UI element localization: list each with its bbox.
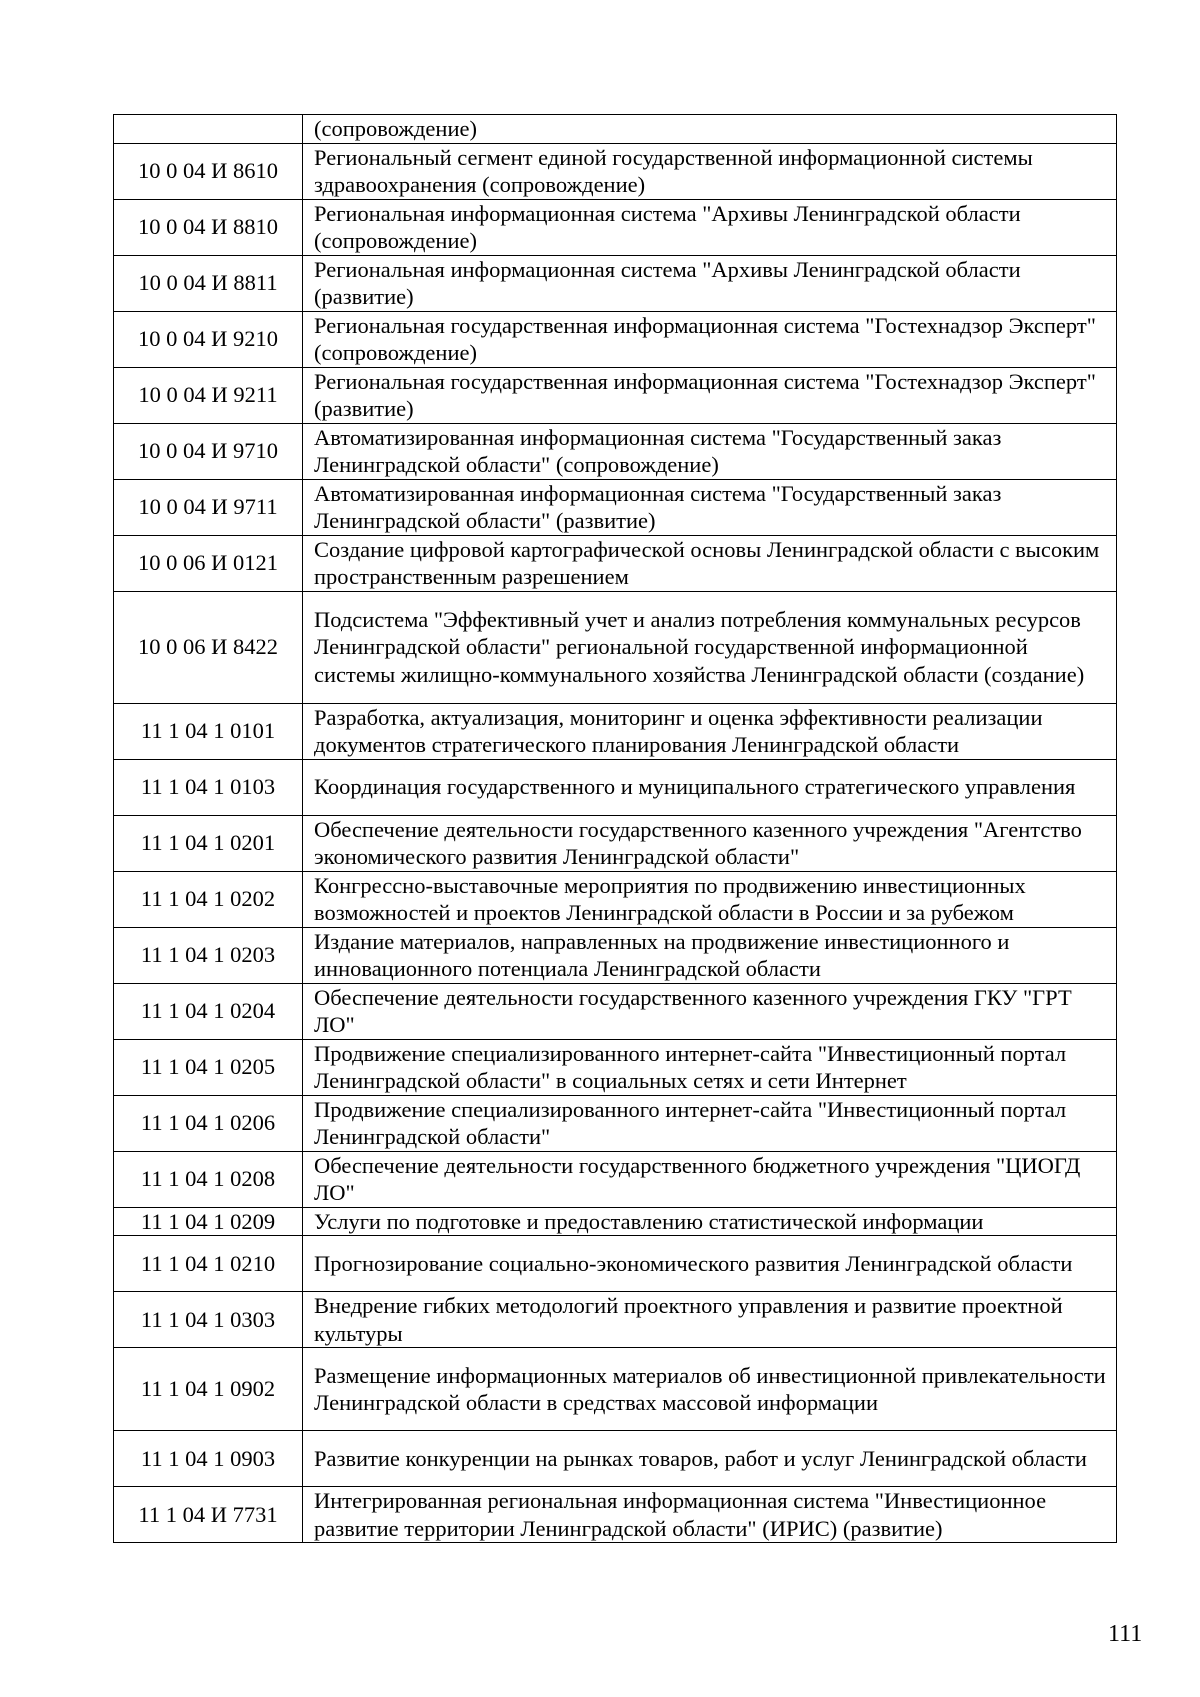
code-cell: 11 1 04 1 0206 (114, 1095, 303, 1151)
table-row (114, 115, 1117, 144)
table-row (114, 199, 1117, 255)
description-cell: Интегрированная региональная информационная система "Инвестиционное развитие территории Ленинградской области" (ИРИС) (развитие) (303, 1487, 1117, 1543)
description-cell: Координация государственного и муниципального стратегического управления (303, 759, 1117, 815)
table-row (114, 1292, 1117, 1348)
code-cell: 11 1 04 1 0208 (114, 1151, 303, 1207)
code-cell: 10 0 04 И 9711 (114, 479, 303, 535)
table-row (114, 535, 1117, 591)
table-row (114, 759, 1117, 815)
description-cell: Издание материалов, направленных на продвижение инвестиционного и инновационного потенциала Ленинградской области (303, 927, 1117, 983)
description-cell: Региональная государственная информационная система "Гостехнадзор Эксперт" (сопровождение) (303, 311, 1117, 367)
code-cell: 11 1 04 И 7731 (114, 1487, 303, 1543)
description-cell: Обеспечение деятельности государственного казенного учреждения ГКУ "ГРТ ЛО" (303, 983, 1117, 1039)
code-cell: 11 1 04 1 0202 (114, 871, 303, 927)
table-row (114, 479, 1117, 535)
table-row (114, 255, 1117, 311)
table-row (114, 1236, 1117, 1292)
code-cell: 11 1 04 1 0903 (114, 1431, 303, 1487)
description-cell: Региональная информационная система "Архивы Ленинградской области (сопровождение) (303, 199, 1117, 255)
description-cell: Создание цифровой картографической основы Ленинградской области с высоким пространственным разрешением (303, 535, 1117, 591)
code-cell: 10 0 04 И 9211 (114, 367, 303, 423)
description-cell: Обеспечение деятельности государственного бюджетного учреждения "ЦИОГД ЛО" (303, 1151, 1117, 1207)
description-cell: Услуги по подготовке и предоставлению статистической информации (303, 1207, 1117, 1236)
code-cell: 10 0 04 И 9710 (114, 423, 303, 479)
code-cell: 11 1 04 1 0210 (114, 1236, 303, 1292)
table-row (114, 871, 1117, 927)
code-cell: 10 0 06 И 0121 (114, 535, 303, 591)
table-row (114, 1039, 1117, 1095)
code-cell: 11 1 04 1 0902 (114, 1348, 303, 1431)
description-cell: Автоматизированная информационная система "Государственный заказ Ленинградской области" (развитие) (303, 479, 1117, 535)
code-cell: 10 0 04 И 9210 (114, 311, 303, 367)
code-cell: 11 1 04 1 0103 (114, 759, 303, 815)
table-row (114, 1207, 1117, 1236)
code-cell: 11 1 04 1 0209 (114, 1207, 303, 1236)
code-cell (114, 115, 303, 144)
code-cell: 10 0 04 И 8610 (114, 143, 303, 199)
code-cell: 10 0 06 И 8422 (114, 591, 303, 703)
description-cell: Конгрессно-выставочные мероприятия по продвижению инвестиционных возможностей и проектов Ленинградской области в России и за рубежом (303, 871, 1117, 927)
table-row (114, 815, 1117, 871)
description-cell: Разработка, актуализация, мониторинг и оценка эффективности реализации документов стратегического планирования Ленинградской области (303, 703, 1117, 759)
table-row (114, 311, 1117, 367)
table-row (114, 1348, 1117, 1431)
description-cell: Развитие конкуренции на рынках товаров, работ и услуг Ленинградской области (303, 1431, 1117, 1487)
description-cell: Региональная информационная система "Архивы Ленинградской области (развитие) (303, 255, 1117, 311)
table-row (114, 367, 1117, 423)
table-row (114, 983, 1117, 1039)
table-row (114, 1431, 1117, 1487)
description-cell: Продвижение специализированного интернет-сайта "Инвестиционный портал Ленинградской области" в социальных сетях и сети Интернет (303, 1039, 1117, 1095)
code-cell: 11 1 04 1 0201 (114, 815, 303, 871)
code-cell: 11 1 04 1 0303 (114, 1292, 303, 1348)
table-row (114, 1151, 1117, 1207)
table-row (114, 927, 1117, 983)
code-cell: 10 0 04 И 8810 (114, 199, 303, 255)
description-cell: Региональная государственная информационная система "Гостехнадзор Эксперт" (развитие) (303, 367, 1117, 423)
table-row (114, 1095, 1117, 1151)
code-cell: 11 1 04 1 0205 (114, 1039, 303, 1095)
description-cell: Обеспечение деятельности государственного казенного учреждения "Агентство экономического развития Ленинградской области" (303, 815, 1117, 871)
page-number: 111 (1108, 1621, 1143, 1647)
table-row (114, 703, 1117, 759)
description-cell: Продвижение специализированного интернет-сайта "Инвестиционный портал Ленинградской области" (303, 1095, 1117, 1151)
code-cell: 10 0 04 И 8811 (114, 255, 303, 311)
budget-code-table (113, 114, 1117, 1543)
table-row (114, 143, 1117, 199)
description-cell: Размещение информационных материалов об инвестиционной привлекательности Ленинградской области в средствах массовой информации (303, 1348, 1117, 1431)
description-cell: (сопровождение) (303, 115, 1117, 144)
description-cell: Подсистема "Эффективный учет и анализ потребления коммунальных ресурсов Ленинградской области" региональной государственной информационной системы жилищно-коммунального хозяйства Ленинградской области (создание) (303, 591, 1117, 703)
description-cell: Внедрение гибких методологий проектного управления и развитие проектной культуры (303, 1292, 1117, 1348)
table-row (114, 1487, 1117, 1543)
table-row (114, 423, 1117, 479)
code-cell: 11 1 04 1 0101 (114, 703, 303, 759)
table-row (114, 591, 1117, 703)
code-cell: 11 1 04 1 0203 (114, 927, 303, 983)
code-cell: 11 1 04 1 0204 (114, 983, 303, 1039)
description-cell: Прогнозирование социально-экономического развития Ленинградской области (303, 1236, 1117, 1292)
description-cell: Автоматизированная информационная система "Государственный заказ Ленинградской области" (сопровождение) (303, 423, 1117, 479)
description-cell: Региональный сегмент единой государственной информационной системы здравоохранения (сопровождение) (303, 143, 1117, 199)
